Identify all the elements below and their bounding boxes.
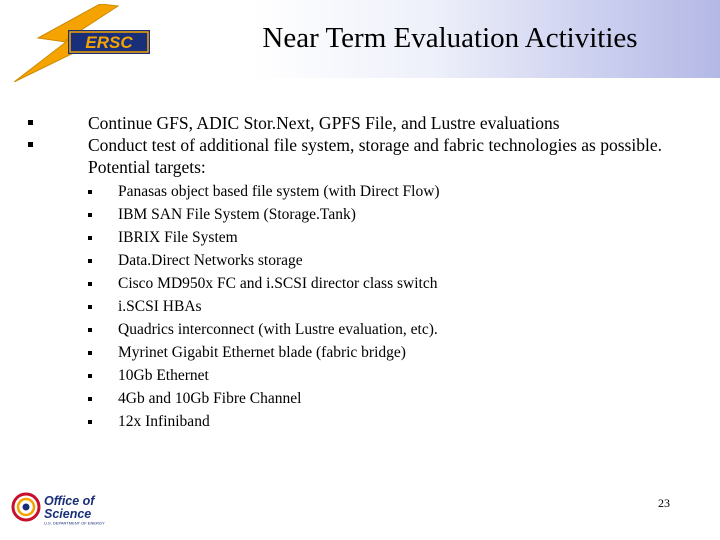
page-title: Near Term Evaluation Activities — [262, 22, 638, 54]
sub-bullet-icon — [88, 420, 92, 424]
sub-bullet-item — [58, 387, 698, 410]
sub-bullet-text: i.SCSI HBAs — [118, 298, 202, 315]
bullet-list — [28, 112, 698, 433]
sub-bullet-icon — [88, 190, 92, 194]
footer-logo-line2: Science — [44, 507, 92, 521]
sub-bullet-item — [58, 318, 698, 341]
sub-bullet-icon — [88, 374, 92, 378]
bullet-item — [28, 134, 698, 433]
footer-logo-line3: U.S. DEPARTMENT OF ENERGY — [44, 520, 105, 526]
sub-bullet-text: Myrinet Gigabit Ethernet blade (fabric bridge) — [118, 344, 406, 361]
sub-bullet-list — [58, 180, 698, 433]
sub-bullet-text: 12x Infiniband — [118, 413, 210, 430]
sub-bullet-item — [58, 364, 698, 387]
sub-bullet-icon — [88, 213, 92, 217]
sub-bullet-icon — [88, 351, 92, 355]
sub-bullet-icon — [88, 236, 92, 240]
page-number: 23 — [658, 496, 670, 510]
sub-bullet-item — [58, 410, 698, 433]
sub-bullet-icon — [88, 305, 92, 309]
nersc-logo — [8, 4, 168, 82]
bullet-icon — [28, 120, 33, 125]
sub-bullet-text: Panasas object based file system (with Direct Flow) — [118, 183, 440, 200]
bullet-text: Conduct test of additional file system, storage and fabric technologies as possible. Potential targets: — [88, 135, 662, 177]
sub-bullet-icon — [88, 259, 92, 263]
bullet-icon — [28, 142, 33, 147]
sub-bullet-item — [58, 249, 698, 272]
sub-bullet-item — [58, 203, 698, 226]
sub-bullet-item — [58, 272, 698, 295]
sub-bullet-icon — [88, 328, 92, 332]
sub-bullet-item — [58, 180, 698, 203]
sub-bullet-text: 4Gb and 10Gb Fibre Channel — [118, 390, 302, 407]
sub-bullet-icon — [88, 282, 92, 286]
sub-bullet-text: IBRIX File System — [118, 229, 238, 246]
sub-bullet-text: Quadrics interconnect (with Lustre evaluation, etc). — [118, 321, 438, 338]
sub-bullet-item — [58, 226, 698, 249]
logo-text: ERSC — [85, 33, 133, 52]
doe-swirl-icon — [13, 494, 39, 520]
sub-bullet-item — [58, 341, 698, 364]
sub-bullet-text: 10Gb Ethernet — [118, 367, 209, 384]
footer-logo-line1: Office of — [44, 494, 95, 508]
sub-bullet-text: IBM SAN File System (Storage.Tank) — [118, 206, 356, 223]
sub-bullet-text: Data.Direct Networks storage — [118, 252, 303, 269]
bullet-text: Continue GFS, ADIC Stor.Next, GPFS File, and Lustre evaluations — [88, 113, 560, 133]
office-of-science-logo — [10, 490, 122, 526]
sub-bullet-text: Cisco MD950x FC and i.SCSI director class switch — [118, 275, 438, 292]
bullet-item — [28, 112, 698, 134]
sub-bullet-item — [58, 295, 698, 318]
sub-bullet-icon — [88, 397, 92, 401]
